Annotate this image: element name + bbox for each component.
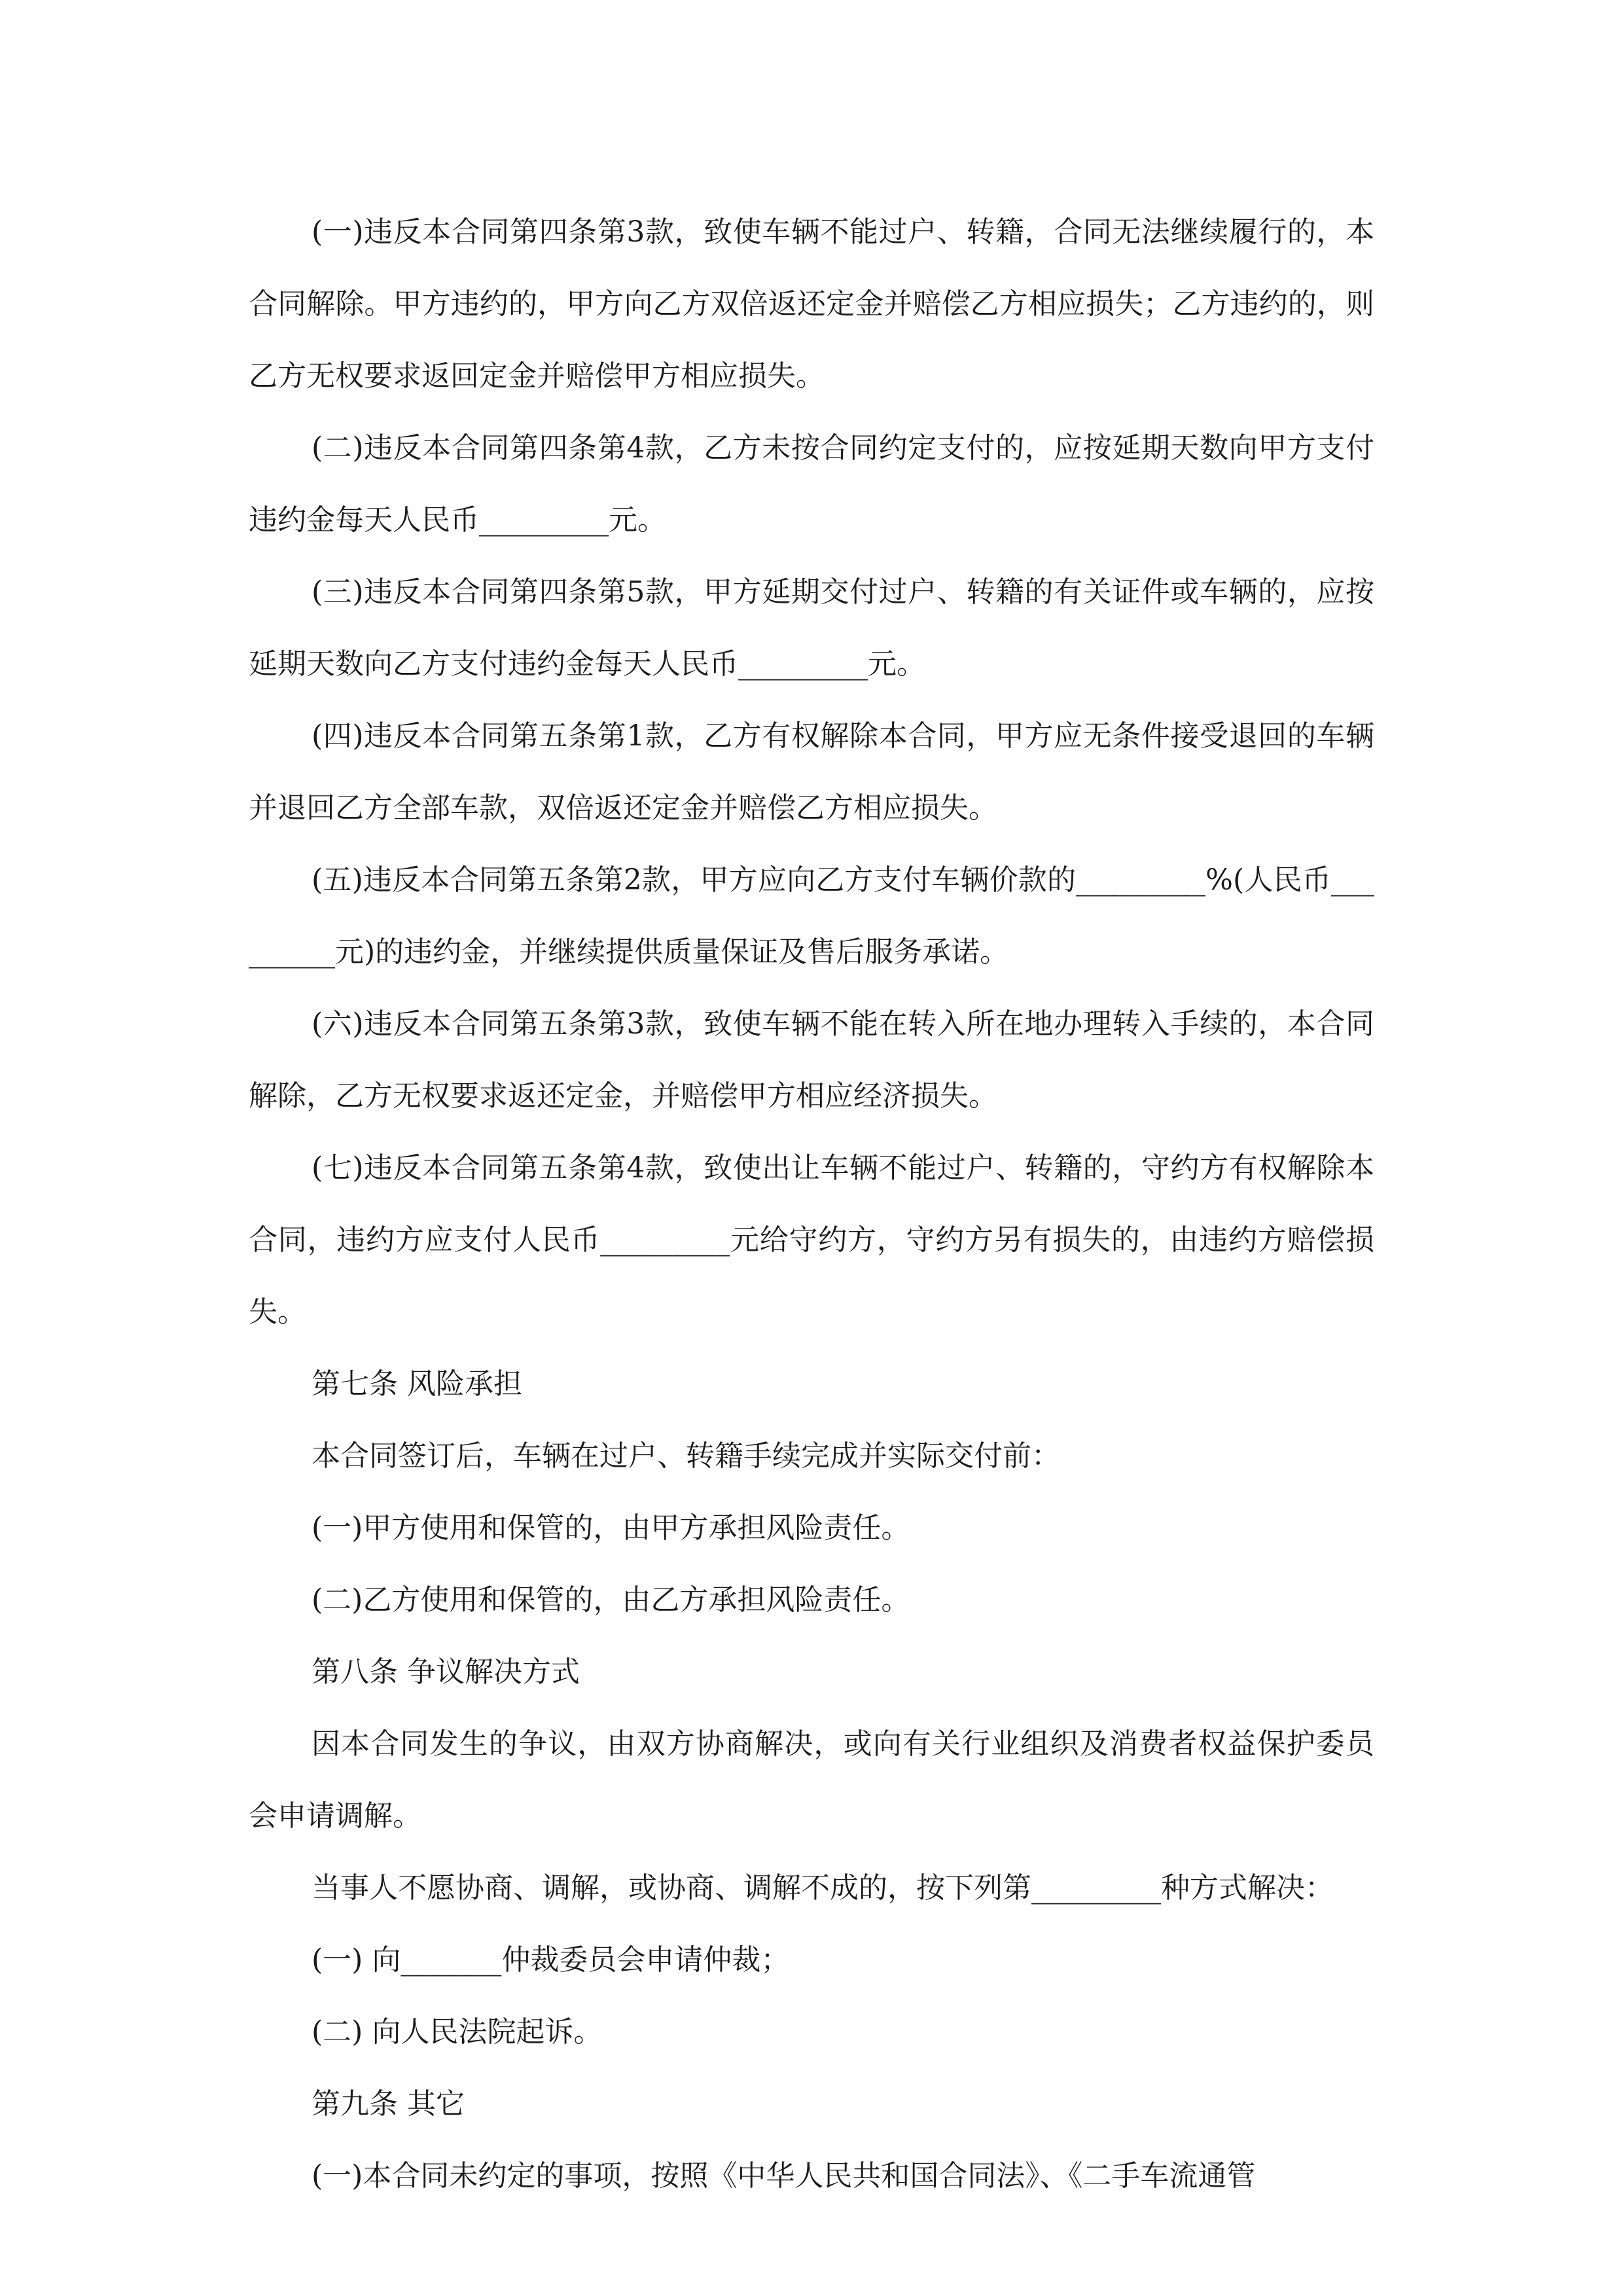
- paragraph-dispute-intro: 因本合同发生的争议，由双方协商解决，或向有关行业组织及消费者权益保护委员会申请调解。: [249, 1727, 1374, 1833]
- paragraph-clause-7: (七)违反本合同第五条第4款，致使出让车辆不能过户、转籍的，守约方有权解除本合同，违约方应支付人民币_________元给守约方，守约方另有损失的，由违约方赔偿损失。: [249, 1151, 1374, 1329]
- paragraph-dispute-option-2: (二) 向人民法院起诉。: [312, 2015, 603, 2049]
- paragraph-dispute-method: 当事人不愿协商、调解，或协商、调解不成的，按下列第_________种方式解决：: [312, 1871, 1334, 1905]
- paragraph-clause-2: (二)违反本合同第四条第4款，乙方未按合同约定支付的，应按延期天数向甲方支付违约金每天人民币_________元。: [249, 431, 1374, 537]
- paragraph-clause-1: (一)违反本合同第四条第3款，致使车辆不能过户、转籍，合同无法继续履行的，本合同解除。甲方违约的，甲方向乙方双倍返还定金并赔偿乙方相应损失；乙方违约的，则乙方无权要求返回定金并赔偿甲方相应损失。: [249, 215, 1374, 393]
- paragraph-risk-2: (二)乙方使用和保管的，由乙方承担风险责任。: [312, 1583, 910, 1617]
- paragraph-clause-6: (六)违反本合同第五条第3款，致使车辆不能在转入所在地办理转入手续的，本合同解除，乙方无权要求返还定金，并赔偿甲方相应经济损失。: [249, 1007, 1374, 1113]
- paragraph-risk-intro: 本合同签订后，车辆在过户、转籍手续完成并实际交付前：: [312, 1439, 1060, 1473]
- paragraph-risk-1: (一)甲方使用和保管的，由甲方承担风险责任。: [312, 1511, 910, 1545]
- paragraph-dispute-option-1: (一) 向_______仲裁委员会申请仲裁；: [312, 1943, 790, 1977]
- section-heading-article-9: 第九条 其它: [312, 2087, 465, 2121]
- section-heading-article-8: 第八条 争议解决方式: [312, 1655, 580, 1689]
- paragraph-clause-5: (五)违反本合同第五条第2款，甲方应向乙方支付车辆价款的_________%(人民币_________元)的违约金，并继续提供质量保证及售后服务承诺。: [249, 863, 1374, 969]
- paragraph-clause-3: (三)违反本合同第四条第5款，甲方延期交付过户、转籍的有关证件或车辆的，应按延期天数向乙方支付违约金每天人民币_________元。: [249, 575, 1374, 681]
- paragraph-clause-4: (四)违反本合同第五条第1款，乙方有权解除本合同，甲方应无条件接受退回的车辆并退回乙方全部车款，双倍返还定金并赔偿乙方相应损失。: [249, 719, 1374, 825]
- section-heading-article-7: 第七条 风险承担: [312, 1367, 522, 1401]
- document-body: [249, 196, 1374, 2212]
- paragraph-other-1: (一)本合同未约定的事项，按照《中华人民共和国合同法》、《二手车流通管: [312, 2159, 1256, 2193]
